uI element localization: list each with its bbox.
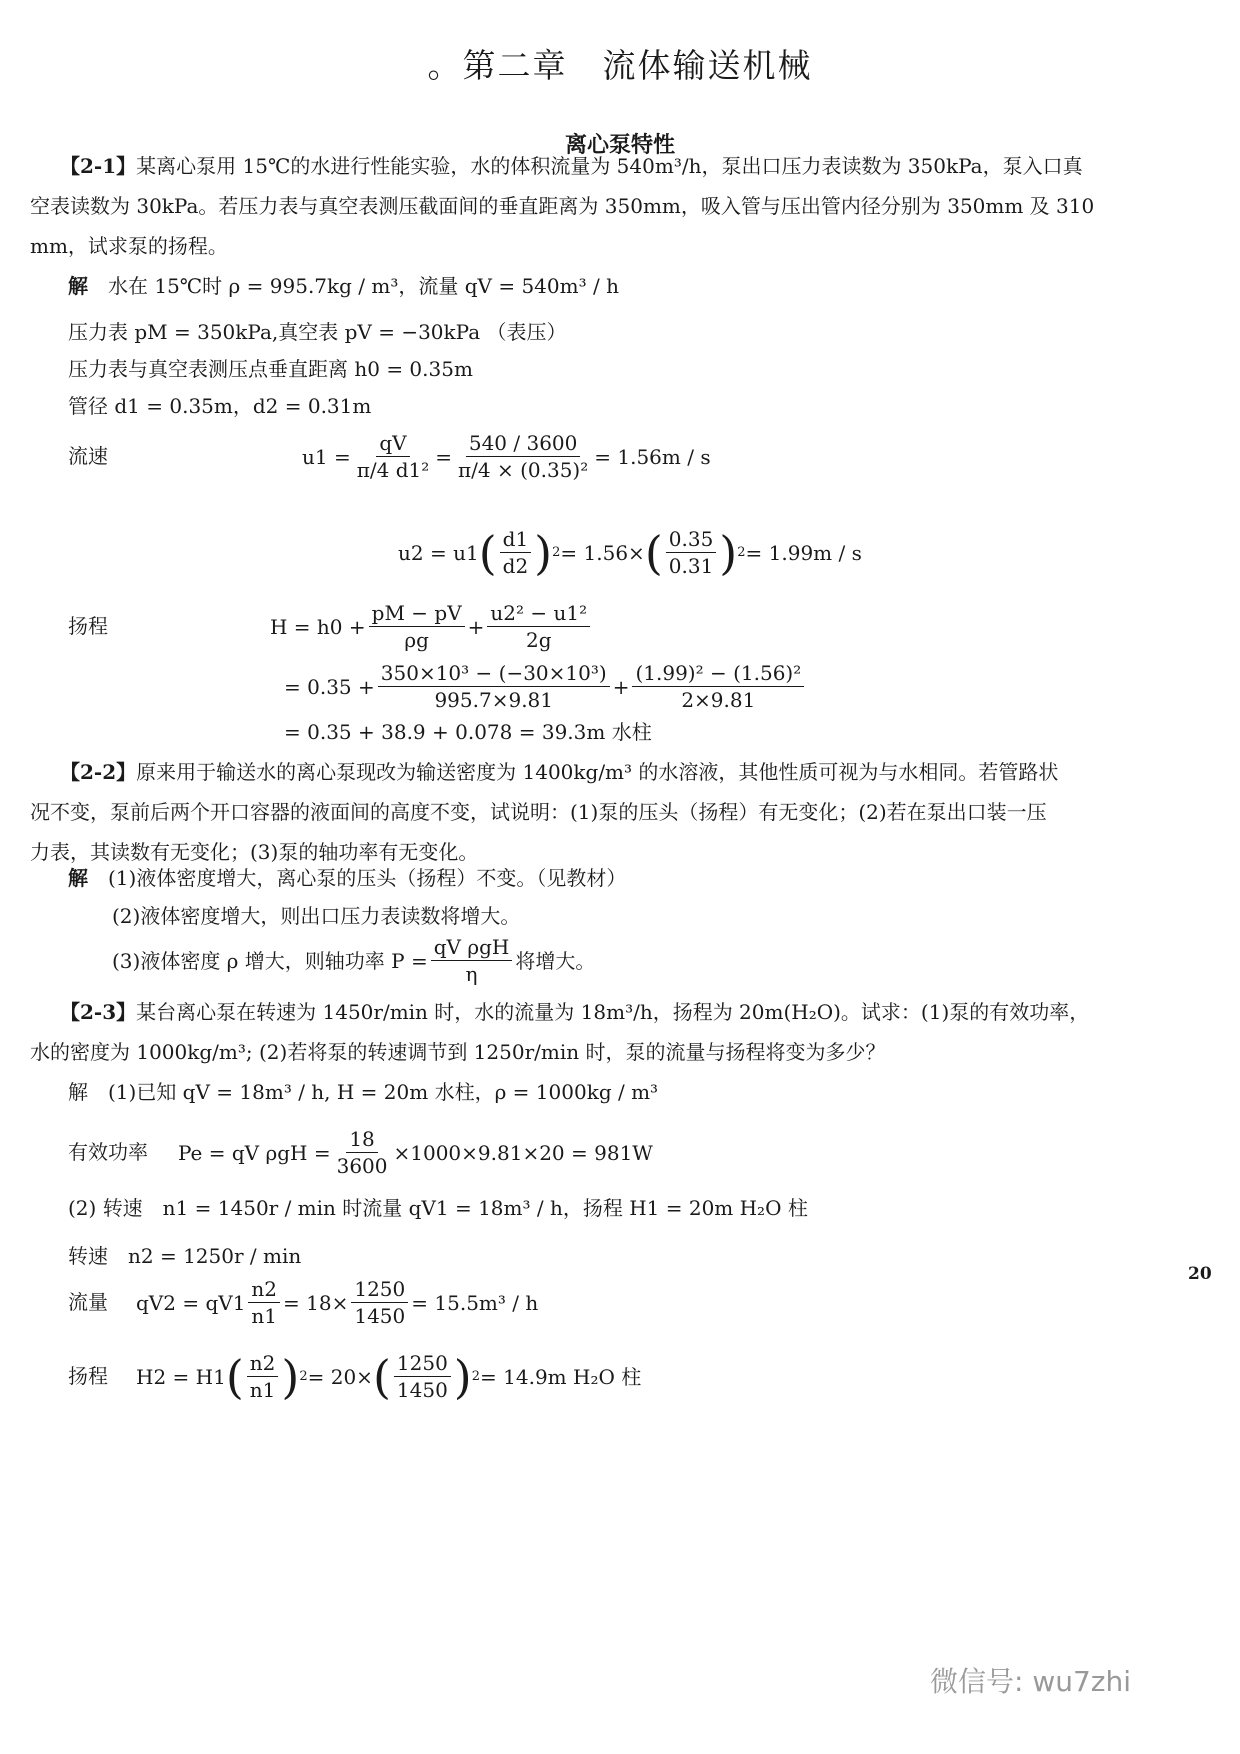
fraction: [666, 526, 717, 579]
numerator: (1.99)² − (1.56)²: [632, 660, 804, 687]
denominator: 1450: [354, 1304, 406, 1328]
equation-label: 扬程: [68, 1364, 108, 1388]
denominator: 3600: [336, 1154, 388, 1178]
chapter-title: 。第二章 流体输送机械: [427, 46, 813, 85]
fraction: [248, 1276, 280, 1329]
numerator: n2: [248, 1276, 280, 1303]
equation-head-2-3: H2 = H1 ( $\frac{n2}{n1}$ ) 2 = 20× ( $\frac{1250}{1450}$ ) 2 = 14.9m H₂O 柱: [136, 1349, 642, 1404]
problem-label: 【2-2】: [60, 760, 137, 784]
solution-text: 将增大。: [515, 948, 596, 973]
denominator: η: [465, 962, 478, 986]
numerator: 1250: [351, 1276, 408, 1303]
eq-text: H = h0 +: [270, 614, 366, 639]
denominator: π/4 × (0.35)²: [458, 458, 589, 482]
fraction: [632, 660, 804, 713]
equation-label: 流量: [68, 1290, 108, 1314]
problem-2-3: [30, 992, 1210, 1072]
eq-text: = 1.56m / s: [594, 444, 711, 469]
equation-head: H = h0 + $\frac{pM - pV}{\rho g}$ + $\frac{\text{u2² − u1²}}{2g}$: [270, 600, 593, 653]
solution-line: 解 (1)已知 qV = 18m³ / h, H = 20m 水柱，ρ = 1000kg / m³: [68, 1080, 659, 1104]
numerator: d1: [500, 526, 532, 553]
numerator: u2² − u1²: [487, 600, 590, 627]
eq-text: qV2 = qV1: [136, 1290, 246, 1315]
fraction: [247, 1350, 279, 1403]
problem-2-2: [30, 752, 1210, 872]
problem-text: 况不变，泵前后两个开口容器的液面间的高度不变，试说明：(1)泵的压头（扬程）有无变化；(2)若在泵出口装一压: [30, 800, 1047, 824]
numerator: 350×10³ − (−30×10³): [378, 660, 610, 687]
numerator: 540 / 3600: [466, 430, 581, 457]
numerator: 0.35: [666, 526, 717, 553]
eq-text: = 1.99m / s: [745, 540, 862, 565]
solution-text: (3)液体密度 ρ 增大，则轴功率 P =: [112, 948, 428, 973]
problem-text: 空表读数为 30kPa。若压力表与真空表测压截面间的垂直距离为 350mm，吸入管与压出管内径分别为 350mm 及 310: [30, 194, 1095, 218]
fraction: [351, 1276, 408, 1329]
fraction: [455, 430, 591, 483]
eq-text: H2 = H1: [136, 1364, 226, 1389]
solution-line: (2)液体密度增大，则出口压力表读数将增大。: [112, 904, 521, 928]
eq-text: u1 =: [302, 444, 351, 469]
eq-text: = 14.9m H₂O 柱: [480, 1364, 642, 1389]
eq-text: = 18×: [283, 1290, 349, 1315]
fraction: [487, 600, 590, 653]
eq-text: = 15.5m³ / h: [411, 1290, 539, 1315]
solution-line: [112, 934, 595, 987]
equation-u2: u2 = u1 ( $\frac{d1}{d2}$ ) 2 = 1.56× ( $\frac{0.35}{0.31}$ ) 2 = 1.99m / s: [398, 525, 862, 580]
numerator: 1250: [394, 1350, 451, 1377]
solution-line: [68, 866, 626, 890]
denominator: 0.31: [668, 554, 714, 578]
problem-2-1: [30, 146, 1210, 266]
eq-text: u2 = u1: [398, 540, 479, 565]
denominator: 995.7×9.81: [434, 688, 553, 712]
fraction: [369, 600, 465, 653]
problem-label: 【2-3】: [60, 1000, 137, 1024]
fraction: [354, 430, 433, 483]
eq-text: = 0.35 +: [284, 674, 375, 699]
fraction: [378, 660, 610, 713]
equation-label: 有效功率: [68, 1140, 148, 1164]
problem-text: mm，试求泵的扬程。: [30, 234, 228, 258]
eq-text: = 20×: [307, 1364, 373, 1389]
solution-line: [68, 274, 619, 298]
numerator: n2: [247, 1350, 279, 1377]
eq-text: ×1000×9.81×20 = 981W: [393, 1140, 653, 1165]
eq-text: Pe = qV ρgH =: [178, 1140, 331, 1165]
equation-u1: u1 = $\frac{qV}{\text{π/4 d1²}}$ = $\frac{540 / 3600}{\text{π/4 × (0.35)²}}$ = 1.56m / s: [302, 431, 711, 482]
problem-label: 【2-1】: [60, 154, 137, 178]
solution-line: 压力表与真空表测压点垂直距离 h0 = 0.35m: [68, 357, 473, 381]
solution-text: (1)液体密度增大，离心泵的压头（扬程）不变。（见教材）: [108, 866, 627, 890]
denominator: 1450: [396, 1378, 448, 1402]
numerator: pM − pV: [369, 600, 465, 627]
solve-label: 解: [68, 866, 88, 890]
problem-text: 某离心泵用 15℃的水进行性能实验，水的体积流量为 540m³/h，泵出口压力表读数为 350kPa，泵入口真: [136, 154, 1083, 178]
fraction: [334, 1126, 391, 1179]
solution-line: 压力表 pM = 350kPa,真空表 pV = −30kPa （表压）: [68, 320, 567, 344]
watermark: 微信号: wu7zhi: [930, 1665, 1132, 1698]
numerator: qV: [376, 430, 409, 457]
fraction: [431, 934, 513, 987]
problem-text: 力表，其读数有无变化；(3)泵的轴功率有无变化。: [30, 840, 479, 864]
fraction: [394, 1350, 451, 1403]
denominator: n1: [249, 1378, 276, 1402]
solution-line: 管径 d1 = 0.35m，d2 = 0.31m: [68, 394, 372, 418]
equation-label: 流速: [68, 444, 108, 468]
equation-flow: [136, 1276, 538, 1329]
fraction: [500, 526, 532, 579]
solution-text: 水在 15℃时 ρ = 995.7kg / m³，流量 qV = 540m³ / h: [108, 274, 619, 298]
equation-head-2: = 0.35 + $\frac{\text{350×10³ − (−30×10³)}}{995.7\times 9.81}$ + $\frac{\text{(1.99)² − (1.56)²}}{2\times 9.81}$: [284, 660, 807, 713]
numerator: 18: [346, 1126, 377, 1153]
equation-power: [178, 1126, 653, 1179]
solve-label: 解: [68, 274, 88, 298]
denominator: d2: [502, 554, 529, 578]
denominator: 2×9.81: [681, 688, 756, 712]
problem-text: 某台离心泵在转速为 1450r/min 时，水的流量为 18m³/h，扬程为 20m(H₂O)。试求：(1)泵的有效功率，: [136, 1000, 1090, 1024]
equation-head-3: = 0.35 + 38.9 + 0.078 = 39.3m 水柱: [284, 720, 652, 744]
page-number: 20: [1188, 1264, 1212, 1284]
problem-text: 原来用于输送水的离心泵现改为输送密度为 1400kg/m³ 的水溶液，其他性质可视为与水相同。若管路状: [136, 760, 1059, 784]
denominator: ρg: [404, 628, 429, 652]
denominator: π/4 d1²: [356, 458, 430, 482]
solution-line: (2) 转速 n1 = 1450r / min 时流量 qV1 = 18m³ / h，扬程 H1 = 20m H₂O 柱: [68, 1196, 808, 1220]
problem-text: 水的密度为 1000kg/m³; (2)若将泵的转速调节到 1250r/min 时，泵的流量与扬程将变为多少？: [30, 1040, 886, 1064]
solution-line: 转速 n2 = 1250r / min: [68, 1244, 302, 1268]
section-title: 离心泵特性: [564, 132, 675, 158]
eq-text: = 1.56×: [560, 540, 645, 565]
denominator: 2g: [526, 628, 552, 652]
numerator: qV ρgH: [431, 934, 513, 961]
equation-label: 扬程: [68, 614, 108, 638]
denominator: n1: [251, 1304, 278, 1328]
